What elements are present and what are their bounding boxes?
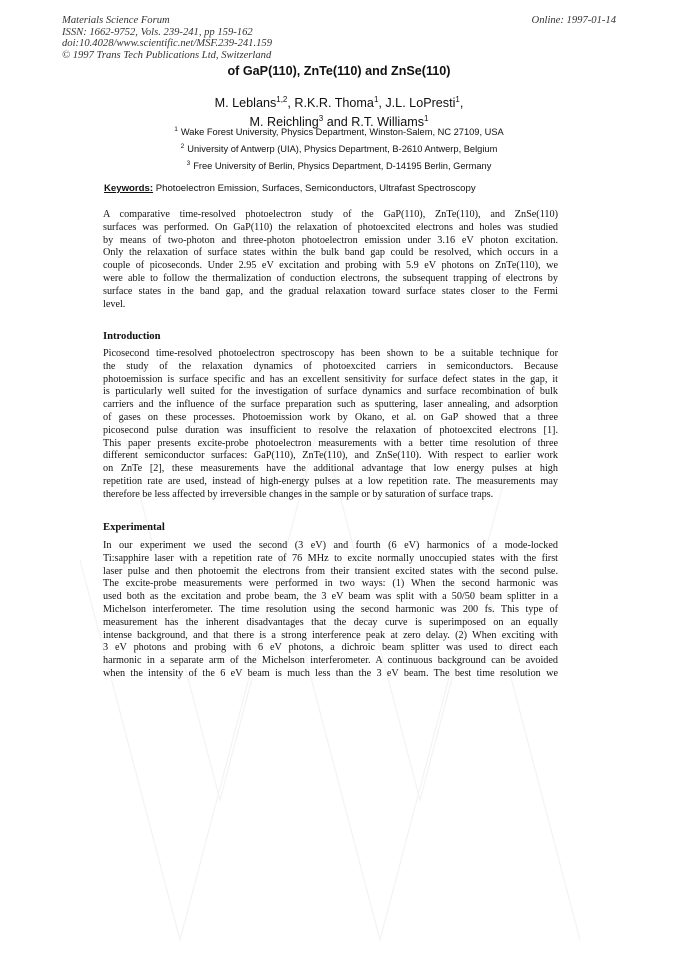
- author-affil-marker: 1: [373, 95, 379, 104]
- author-affil-marker: 1: [424, 114, 429, 124]
- keywords-text: Photoelectron Emission, Surfaces, Semiconductors, Ultrafast Spectroscopy: [155, 183, 476, 194]
- abstract-line: surfaces was performed. On GaP(110) the relaxation of photoexcited electrons and holes was studied: [103, 221, 558, 233]
- abstract-paragraph: [103, 209, 558, 311]
- affiliation-2: [0, 143, 678, 154]
- introduction-line: photoemission is surface specific and has an excellent sensitivity for surface defect states in the gap, it: [103, 373, 558, 385]
- abstract-line: couple of picoseconds. Under 2.95 eV excitation and probing with 5.9 eV photons on ZnTe(110), we: [103, 260, 558, 272]
- affiliation-marker: 2: [180, 143, 185, 150]
- experimental-line: In our experiment we used the second (3 eV) and fourth (6 eV) harmonics of a mode-locked: [103, 540, 558, 551]
- abstract-line: Only the relaxation of surface states within the bulk band gap could be resolved, which occurs in a: [103, 247, 558, 259]
- author-name: , R.K.R. Thoma: [287, 96, 374, 111]
- keywords-label: Keywords:: [104, 183, 154, 194]
- publication-info: [62, 15, 272, 61]
- section-heading-experimental: Experimental: [103, 522, 165, 533]
- experimental-line: Michelson interferometer. The time resolution using the second harmonic was 200 fs. This type of: [103, 603, 558, 615]
- affiliation-3: [0, 160, 678, 171]
- copyright-line: © 1997 Trans Tech Publications Ltd, Switzerland: [62, 49, 272, 61]
- affiliation-text: Free University of Berlin, Physics Department, D-14195 Berlin, Germany: [193, 161, 492, 172]
- introduction-line: This paper presents excite-probe photoelectron measurements with a better time resolution of three: [103, 437, 558, 449]
- online-date: Online: 1997-01-14: [531, 15, 616, 26]
- affiliation-1: [0, 126, 678, 137]
- experimental-line: laser pulse and then photoemit the electrons from their transient excited states with the second pulse.: [103, 565, 558, 577]
- author-separator: ,: [459, 96, 464, 111]
- introduction-line: different semiconductor surfaces: GaP(110), ZnTe(110), and ZnSe(110). With respect to earlier work: [103, 450, 558, 462]
- introduction-line: picosecond pulse duration was insufficient to resolve the relaxation of photoexcited electrons [1].: [103, 424, 558, 436]
- section-heading-introduction: Introduction: [103, 331, 161, 342]
- abstract-line: by means of two-photon and three-photon photoelectron emission under 3.16 eV photon excitation.: [103, 234, 558, 246]
- author-affil-marker: 1,2: [276, 95, 288, 104]
- abstract-line: level.: [103, 298, 126, 310]
- introduction-line: therefore be less affected by irreversible changes in the sample or by saturation of surface traps.: [103, 488, 494, 500]
- experimental-paragraph: [103, 540, 558, 681]
- author-name: M. Leblans: [214, 96, 277, 111]
- keywords: [104, 183, 476, 194]
- experimental-line: used both as the excitation and probe beam, the 3 eV beam was split with a 50/50 beam splitter in a: [103, 591, 558, 603]
- author-name: and R.T. Williams: [323, 115, 425, 130]
- affiliation-marker: 1: [174, 126, 178, 133]
- author-line-1: [0, 92, 678, 111]
- experimental-line: The excite-probe measurements were performed in two ways: (1) When the second harmonic was: [103, 578, 558, 590]
- introduction-line: of gases on these processes. Photoemission work by Okano, et al. on GaP showed that a three: [103, 411, 558, 423]
- affiliation-marker: 3: [186, 160, 191, 167]
- author-name: , J.L. LoPresti: [378, 96, 456, 111]
- experimental-line: Ti:sapphire laser with a repetition rate of 76 MHz to excite normally unoccupied states with the first: [103, 552, 558, 564]
- introduction-line: carriers and the influence of the surface preparation such as sputtering, laser annealing, and adsorption: [103, 399, 558, 411]
- author-list: [0, 92, 678, 130]
- abstract-line: were able to follow the thermalization of conduction electrons, the subsequent trapping of electrons by: [103, 272, 558, 284]
- introduction-line: Picosecond time-resolved photoelectron spectroscopy has been shown to be a suitable technique for: [103, 348, 558, 359]
- introduction-line: the study of the relaxation dynamics of photoexcited carriers in semiconductors. Because: [103, 360, 558, 372]
- introduction-line: is particularly well suited for the investigation of surface dynamics and surface recombination of bulk: [103, 386, 558, 398]
- introduction-line: repetition rate are used, instead of high-energy pulses at a low repetition rate. The measurements may: [103, 475, 558, 487]
- experimental-line: intense background, and that there is a strong interference peak at zero delay. (2) When exciting with: [103, 629, 558, 641]
- abstract-line: A comparative time-resolved photoelectron study of the GaP(110), ZnTe(110), and ZnSe(110): [103, 209, 558, 220]
- introduction-line: on ZnTe [2], these measurements have the additional advantage that low energy pulses at high: [103, 463, 558, 475]
- issn-line: ISSN: 1662-9752, Vols. 239-241, pp 159-162: [62, 26, 253, 38]
- experimental-line: 3 eV photons and probing with 6 eV photons, a dichroic beam splitter was used to direct each: [103, 642, 558, 654]
- abstract-line: surface states in the band gap, and the gradual relaxation toward surface states closer to the Fermi: [103, 285, 558, 297]
- paper-title: of GaP(110), ZnTe(110) and ZnSe(110): [227, 64, 451, 78]
- experimental-line: when the intensity of the 6 eV beam is much less than the 3 eV beam. The best time resolution we: [103, 667, 558, 679]
- author-affil-marker: 3: [318, 114, 324, 124]
- experimental-line: measurement has the inherent disadvantages that the decay curve is superimposed on an equally: [103, 616, 558, 628]
- introduction-paragraph: [103, 348, 558, 502]
- journal-name: Materials Science Forum: [62, 15, 170, 26]
- affiliation-text: Wake Forest University, Physics Department, Winston-Salem, NC 27109, USA: [180, 127, 504, 138]
- author-name: M. Reichling: [249, 115, 319, 130]
- author-affil-marker: 1: [455, 95, 460, 104]
- doi-line: doi:10.4028/www.scientific.net/MSF.239-241.159: [62, 38, 272, 49]
- affiliation-text: University of Antwerp (UIA), Physics Department, B-2610 Antwerp, Belgium: [187, 144, 498, 155]
- experimental-line: harmonic in a separate arm of the Michelson interferometer. A continuous background can be avoided: [103, 655, 558, 667]
